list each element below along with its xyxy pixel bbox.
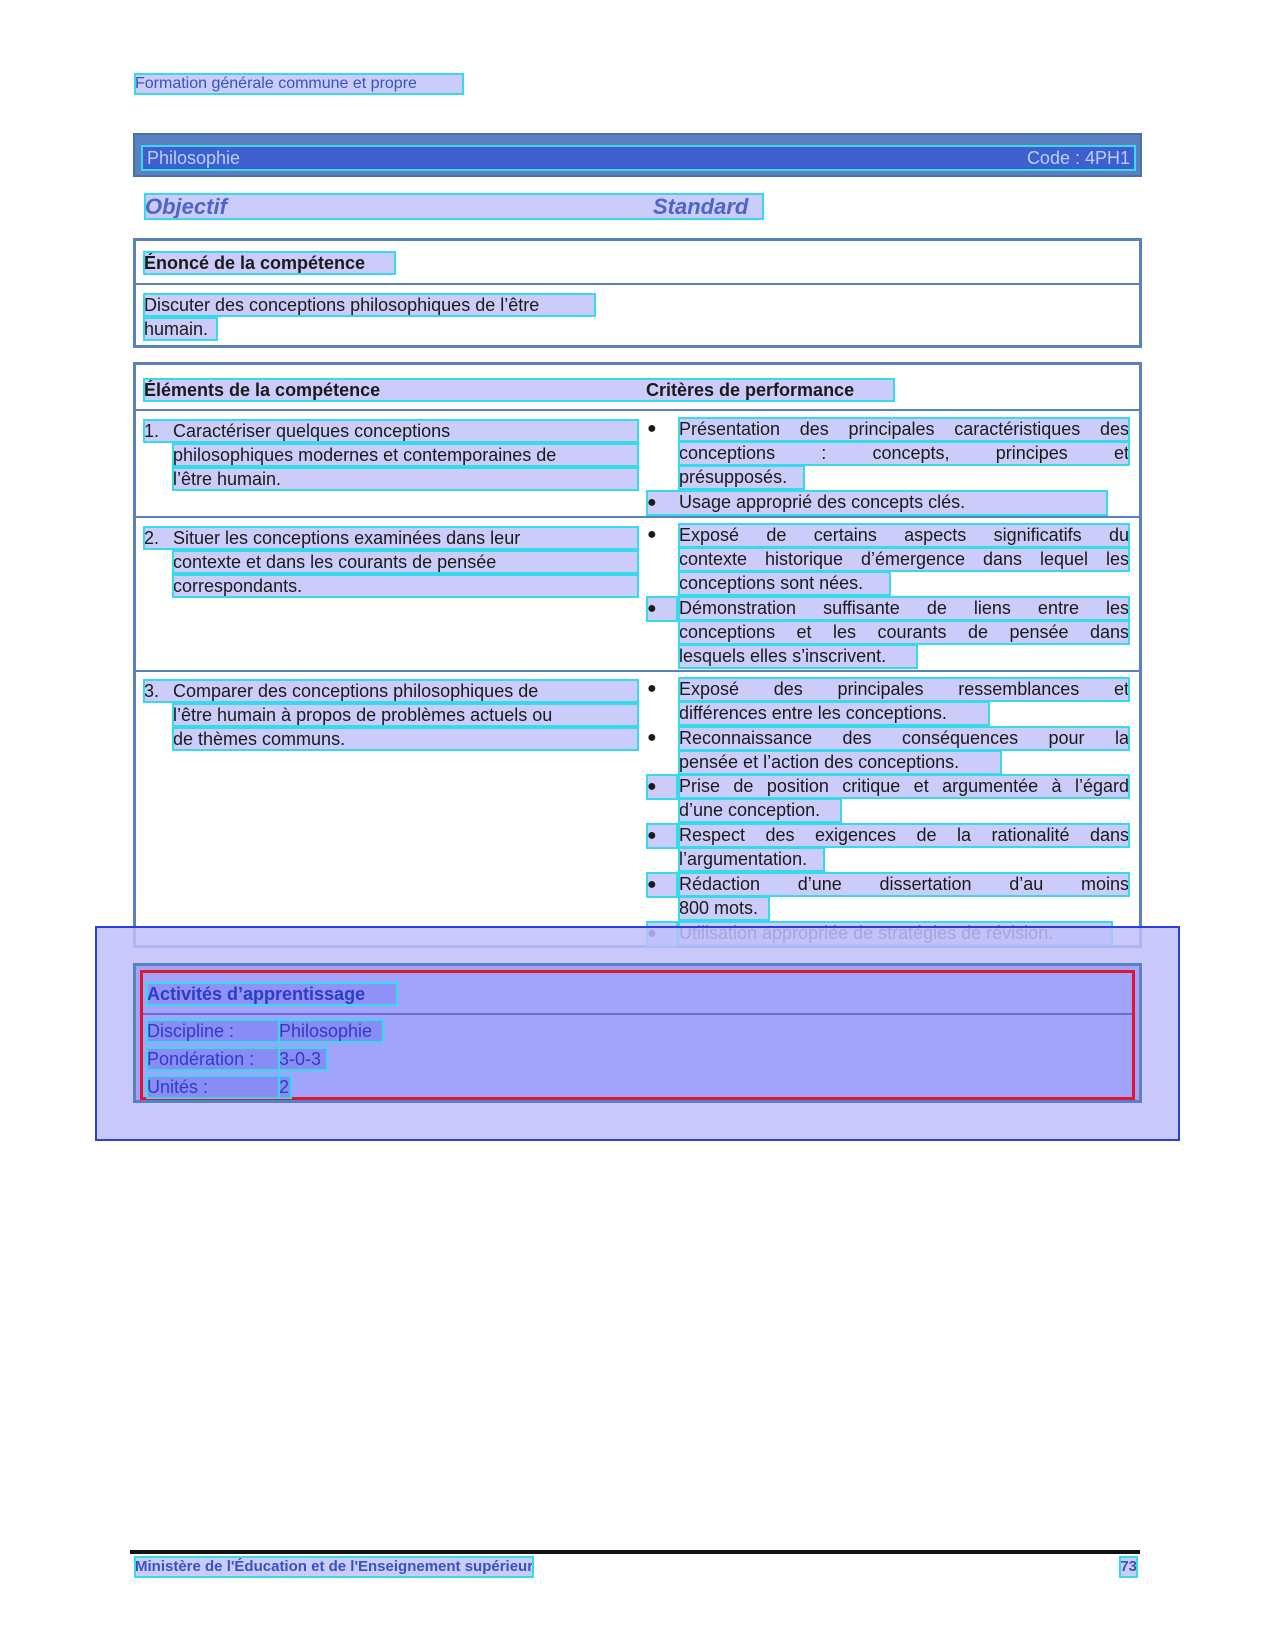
criterion-2-1-line-2: contexte historique d’émergence dans lequel les [679, 549, 1129, 569]
bullet-icon: ● [647, 680, 657, 697]
ponderation-value: 3-0-3 [279, 1048, 327, 1070]
ponderation-label: Pondération : [147, 1048, 279, 1070]
page-number: 73 [1120, 1558, 1137, 1575]
enonce-line-2: humain. [144, 318, 217, 340]
element-1-line-2: philosophiques modernes et contemporaines de [173, 444, 638, 466]
criterion-2-2-line-2: conceptions et les courants de pensée dans [679, 622, 1129, 642]
element-1-line-3: l’être humain. [173, 468, 638, 490]
section-label: Formation générale commune et propre [135, 74, 463, 94]
criterion-2-2-line-3: lesquels elles s’inscrivent. [679, 645, 917, 668]
criterion-3-4-line-1: Respect des exigences de la rationalité dans [679, 825, 1129, 845]
bullet-icon: ● [647, 491, 1107, 515]
discipline-value: Philosophie [279, 1020, 383, 1042]
ponderation-row [147, 1048, 327, 1070]
element-3-line-2: l’être humain à propos de problèmes actuels ou [173, 704, 638, 726]
criterion-1-2-line-1: Usage approprié des concepts clés. [679, 492, 966, 512]
unites-label: Unités : [147, 1076, 279, 1098]
criterion-2-1-line-3: conceptions sont nées. [679, 572, 890, 595]
criterion-2-1-line-1: Exposé de certains aspects significatifs du [679, 525, 1129, 545]
discipline-label: Discipline : [147, 1020, 279, 1042]
unites-row [147, 1076, 291, 1098]
criterion-3-2-line-2: pensée et l’action des conceptions. [679, 751, 1001, 774]
criterion-3-3-line-2: d’une conception. [679, 799, 841, 822]
activities-box [133, 963, 1142, 1103]
criterion-3-1-line-2: différences entre les conceptions. [679, 702, 989, 725]
criterion-3-4-line-2: l’argumentation. [679, 848, 824, 871]
standard-label: Standard [653, 194, 749, 219]
unites-value: 2 [279, 1077, 290, 1097]
ministry-name: Ministère de l'Éducation et de l'Enseignement supérieur [135, 1558, 534, 1575]
element-1-line-1: 1. Caractériser quelques conceptions [144, 420, 638, 442]
footer [135, 1557, 1137, 1577]
criterion-3-5-line-2: 800 mots. [679, 897, 769, 920]
criterion-1-1-line-1: Présentation des principales caractéristiques des [679, 419, 1129, 439]
criterion-1-1-line-2: conceptions : concepts, principes et [679, 443, 1129, 463]
element-2-line-3: correspondants. [173, 575, 638, 597]
elements-heading: Éléments de la compétence Critères de performance [144, 379, 894, 401]
objective-label: Objectif [145, 194, 227, 219]
bullet-icon: ● [647, 420, 657, 437]
course-title-bar [133, 133, 1142, 177]
criterion-3-2-line-1: Reconnaissance des conséquences pour la [679, 728, 1129, 748]
criterion-1-1-line-3: présupposés. [679, 466, 804, 489]
enonce-heading: Énoncé de la compétence [144, 252, 395, 274]
elements-table [133, 362, 1142, 948]
bullet-icon: ● [647, 597, 677, 621]
bullet-icon: ● [647, 729, 657, 746]
bullet-icon: ● [647, 775, 677, 799]
bullet-icon: ● [647, 526, 657, 543]
footer-rule [130, 1550, 1140, 1554]
bullet-icon: ● [647, 873, 677, 897]
element-3-line-3: de thèmes communs. [173, 728, 638, 750]
criterion-3-5-line-1: Rédaction d’une dissertation d’au moins [679, 874, 1129, 894]
criterion-3-1-line-1: Exposé des principales ressemblances et [679, 679, 1129, 699]
element-2-line-1: 2. Situer les conceptions examinées dans leur [144, 527, 638, 549]
course-code: Code : 4PH1 [1026, 147, 1130, 168]
discipline-row [147, 1020, 383, 1042]
element-3-line-1: 3. Comparer des conceptions philosophiques de [144, 680, 638, 702]
element-2-line-2: contexte et dans les courants de pensée [173, 551, 638, 573]
criterion-3-3-line-1: Prise de position critique et argumentée à l’égard [679, 776, 1129, 796]
course-name: Philosophie [147, 147, 241, 168]
objective-row [145, 194, 763, 219]
criterion-2-2-line-1: Démonstration suffisante de liens entre les [679, 598, 1129, 618]
activities-title: Activités d’apprentissage [147, 983, 397, 1005]
enonce-line-1: Discuter des conceptions philosophiques de l’être [144, 294, 595, 316]
bullet-icon: ● [647, 824, 677, 848]
enonce-box [133, 238, 1142, 348]
